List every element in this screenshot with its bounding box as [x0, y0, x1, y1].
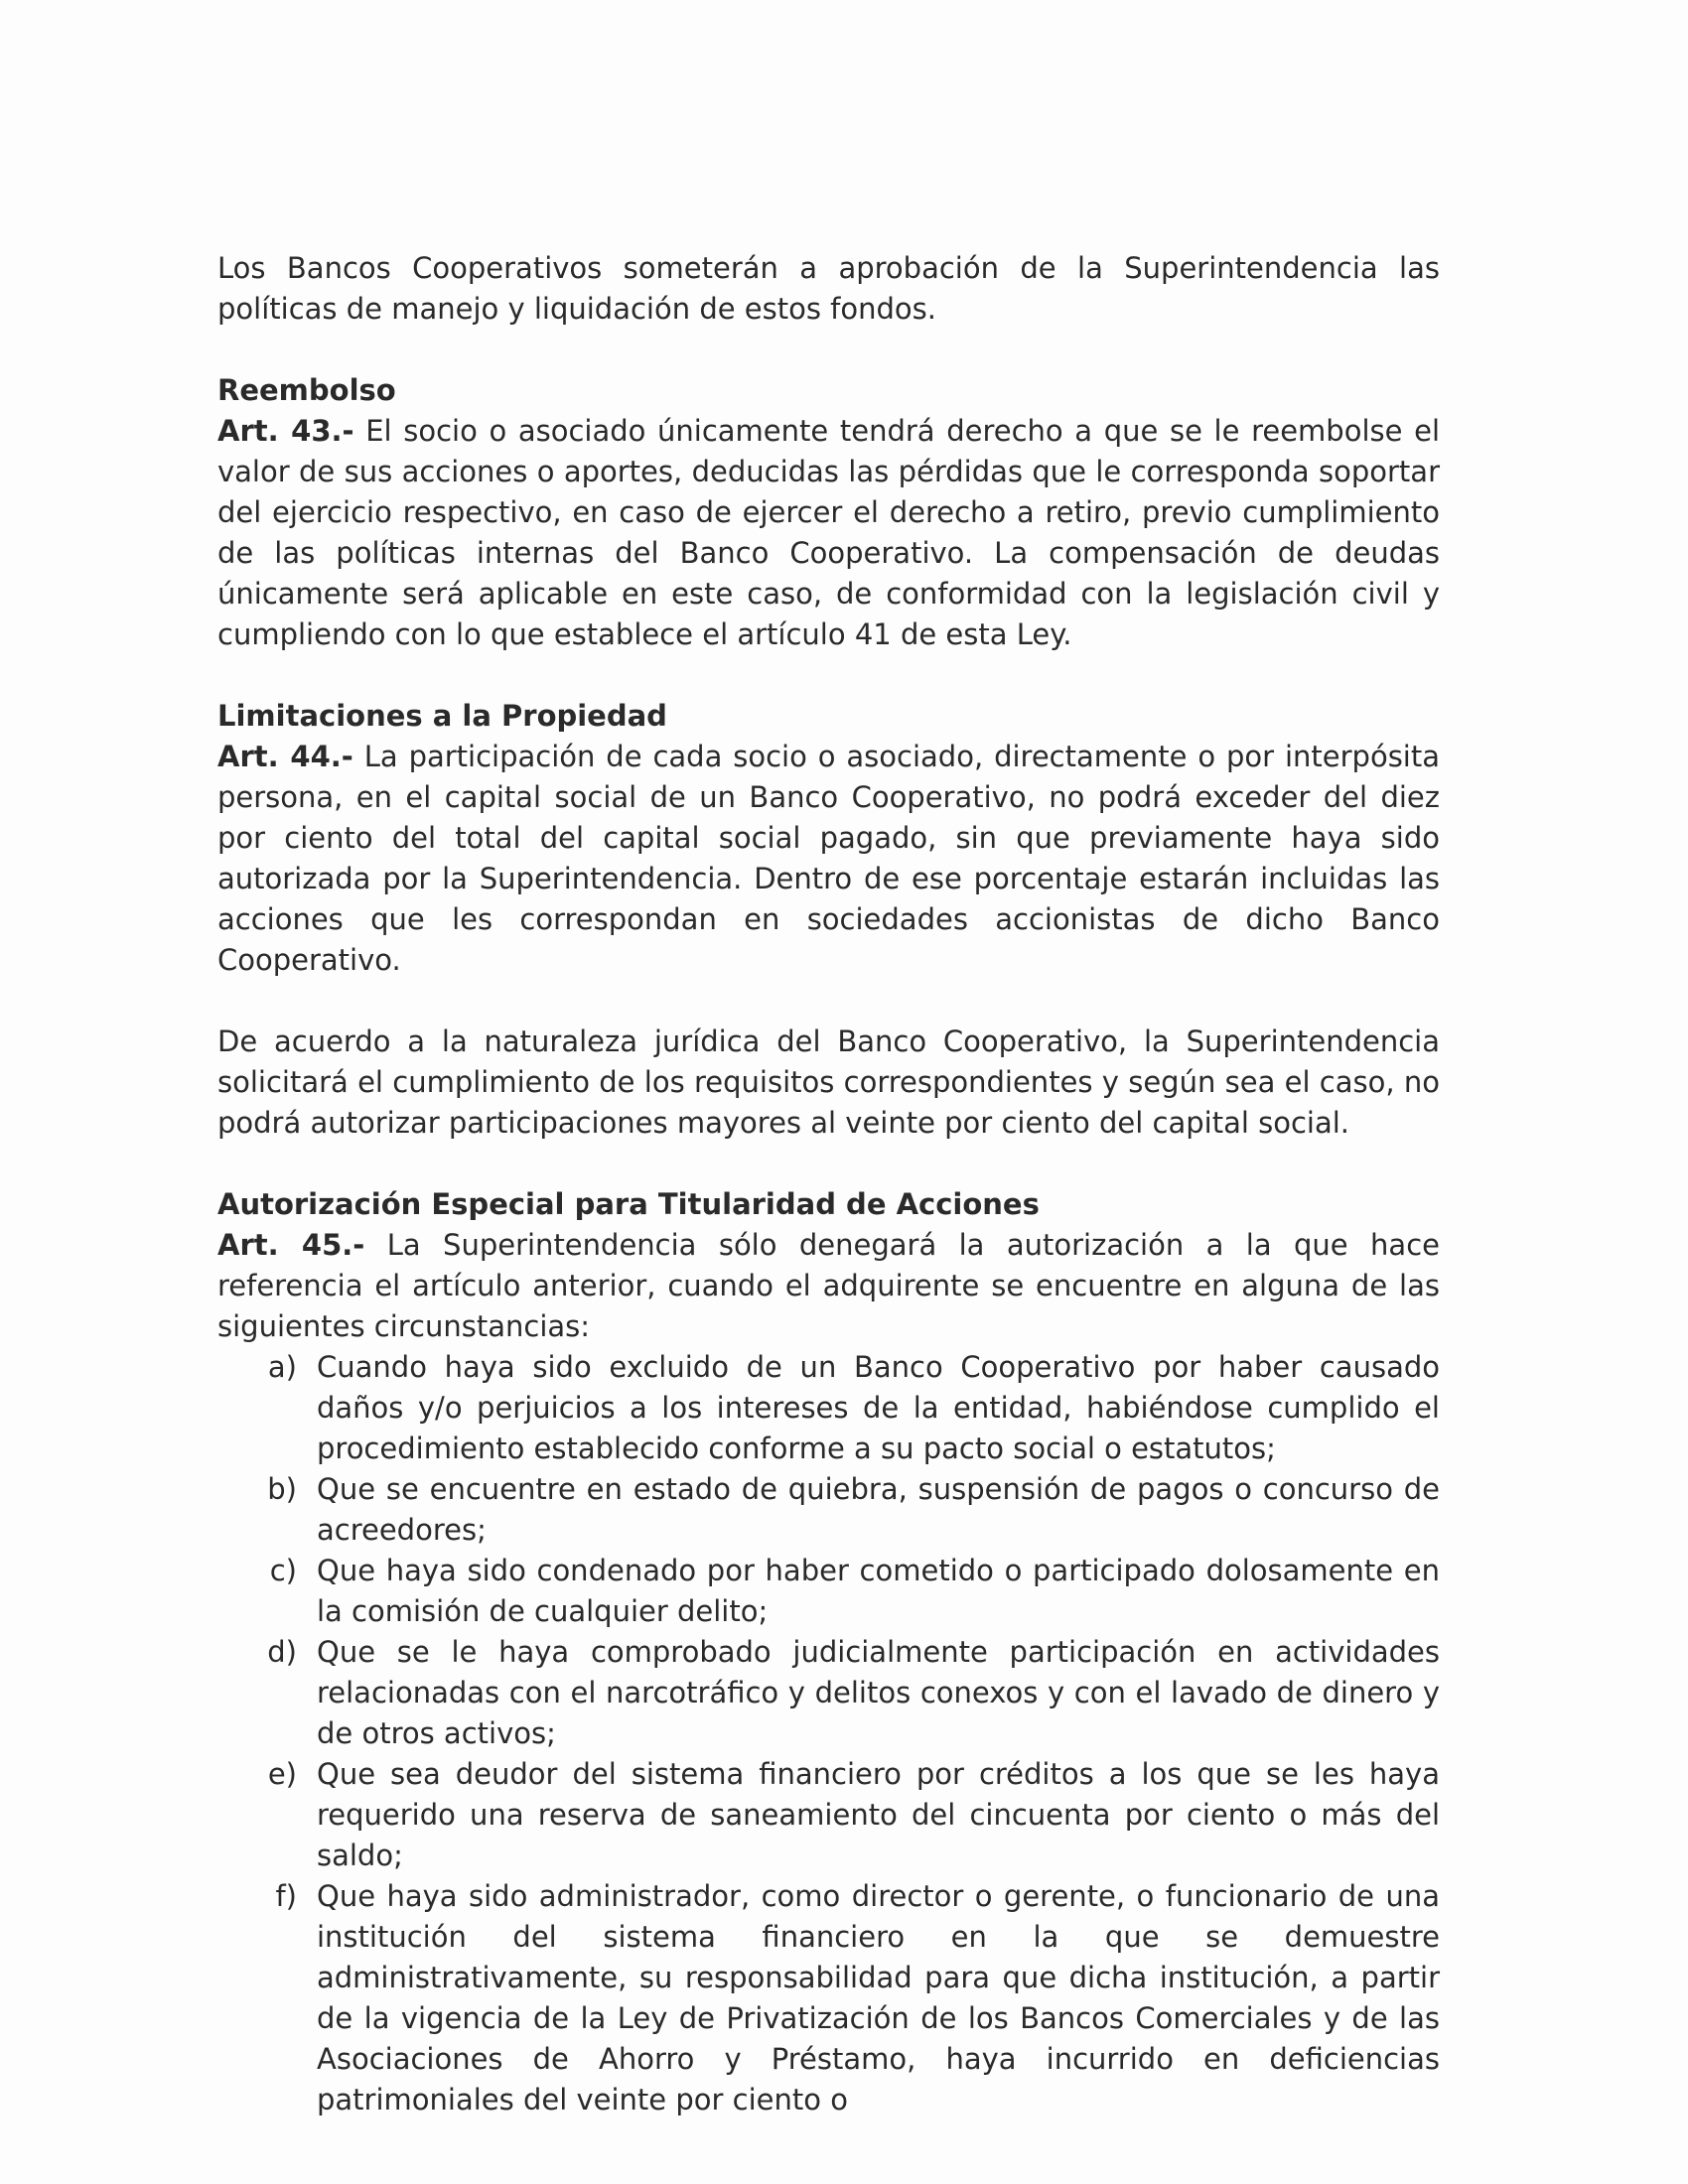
article-43 — [217, 370, 1440, 655]
list-item — [217, 1754, 1440, 1876]
article-43-text: El socio o asociado únicamente tendrá derecho a que se le reembolse el valor de sus acciones o aportes, deducidas las pérdidas que le corresponda soportar del ejercicio respectivo, en caso de ejercer el derecho a retiro, previo cumplimiento de las políticas internas del Banco Cooperativo. La compensación de deudas únicamente será aplicable en este caso, de conformidad con la legislación civil y cumpliendo con lo que establece el artículo 41 de esta Ley. — [217, 414, 1441, 651]
article-45 — [217, 1184, 1440, 2120]
list-item — [217, 1876, 1440, 2120]
article-44 — [217, 696, 1440, 1144]
article-45-label: Art. 45.- — [217, 1228, 365, 1262]
article-44-label: Art. 44.- — [217, 740, 353, 773]
article-45-text: La Superintendencia sólo denegará la autorización a la que hace referencia el artículo anterior, cuando el adquirente se encuentre en alguna de las siguientes circunstancias: — [217, 1228, 1440, 1343]
article-45-heading: Autorización Especial para Titularidad de Acciones — [217, 1187, 1040, 1221]
article-44-paragraph — [217, 737, 1440, 981]
list-item-text: Que se le haya comprobado judicialmente participación en actividades relacionadas con el narcotráfico y delitos conexos y con el lavado de dinero y de otros activos; — [317, 1635, 1440, 1750]
list-item — [217, 1551, 1440, 1632]
list-item-letter: c) — [269, 1554, 297, 1587]
list-item-text: Que haya sido condenado por haber cometido o participado dolosamente en la comisión de cualquier delito; — [317, 1554, 1440, 1628]
article-44-text: La participación de cada socio o asociado, directamente o por interpósita persona, en el capital social de un Banco Cooperativo, no podrá exceder del diez por ciento del total del capital social pagado, sin que previamente haya sido autorizada por la Superintendencia. Dentro de ese porcentaje estarán incluidas las acciones que les correspondan en sociedades accionistas de dicho Banco Cooperativo. — [217, 740, 1440, 977]
list-item-text: Que sea deudor del sistema financiero por créditos a los que se les haya requerido una reserva de saneamiento del cincuenta por ciento o más del saldo; — [317, 1757, 1440, 1872]
list-item — [217, 1632, 1440, 1754]
article-45-paragraph — [217, 1225, 1440, 1347]
list-item-letter: a) — [267, 1350, 297, 1384]
list-item-letter: e) — [267, 1757, 297, 1791]
article-43-label: Art. 43.- — [217, 414, 354, 448]
article-44-paragraph-2: De acuerdo a la naturaleza jurídica del Banco Cooperativo, la Superintendencia solicitará el cumplimiento de los requisitos correspondientes y según sea el caso, no podrá autorizar participaciones mayores al veinte por ciento del capital social. — [217, 1024, 1440, 1140]
article-44-heading: Limitaciones a la Propiedad — [217, 699, 667, 733]
list-item — [217, 1469, 1440, 1551]
article-43-heading: Reembolso — [217, 373, 396, 407]
list-item-letter: b) — [267, 1472, 297, 1506]
list-item-text: Que se encuentre en estado de quiebra, suspensión de pagos o concurso de acreedores; — [317, 1472, 1440, 1547]
list-item-text: Que haya sido administrador, como director o gerente, o funcionario de una institución del sistema financiero en la que se demuestre administrativamente, su responsabilidad para que dicha institución, a partir de la vigencia de la Ley de Privatización de los Bancos Comerciales y de las Asociaciones de Ahorro y Préstamo, haya incurrido en deficiencias patrimoniales del veinte por ciento o — [317, 1879, 1440, 2116]
list-item — [217, 1347, 1440, 1469]
article-43-paragraph — [217, 411, 1440, 655]
list-item-letter: d) — [267, 1635, 297, 1669]
list-item-text: Cuando haya sido excluido de un Banco Cooperativo por haber causado daños y/o perjuicios a los intereses de la entidad, habiéndose cumplido el procedimiento establecido conforme a su pacto social o estatutos; — [317, 1350, 1440, 1465]
list-item-letter: f) — [275, 1879, 297, 1913]
document-body — [217, 248, 1440, 2120]
intro-paragraph: Los Bancos Cooperativos someterán a aprobación de la Superintendencia las políticas de manejo y liquidación de estos fondos. — [217, 251, 1440, 326]
article-45-list — [217, 1347, 1440, 2120]
